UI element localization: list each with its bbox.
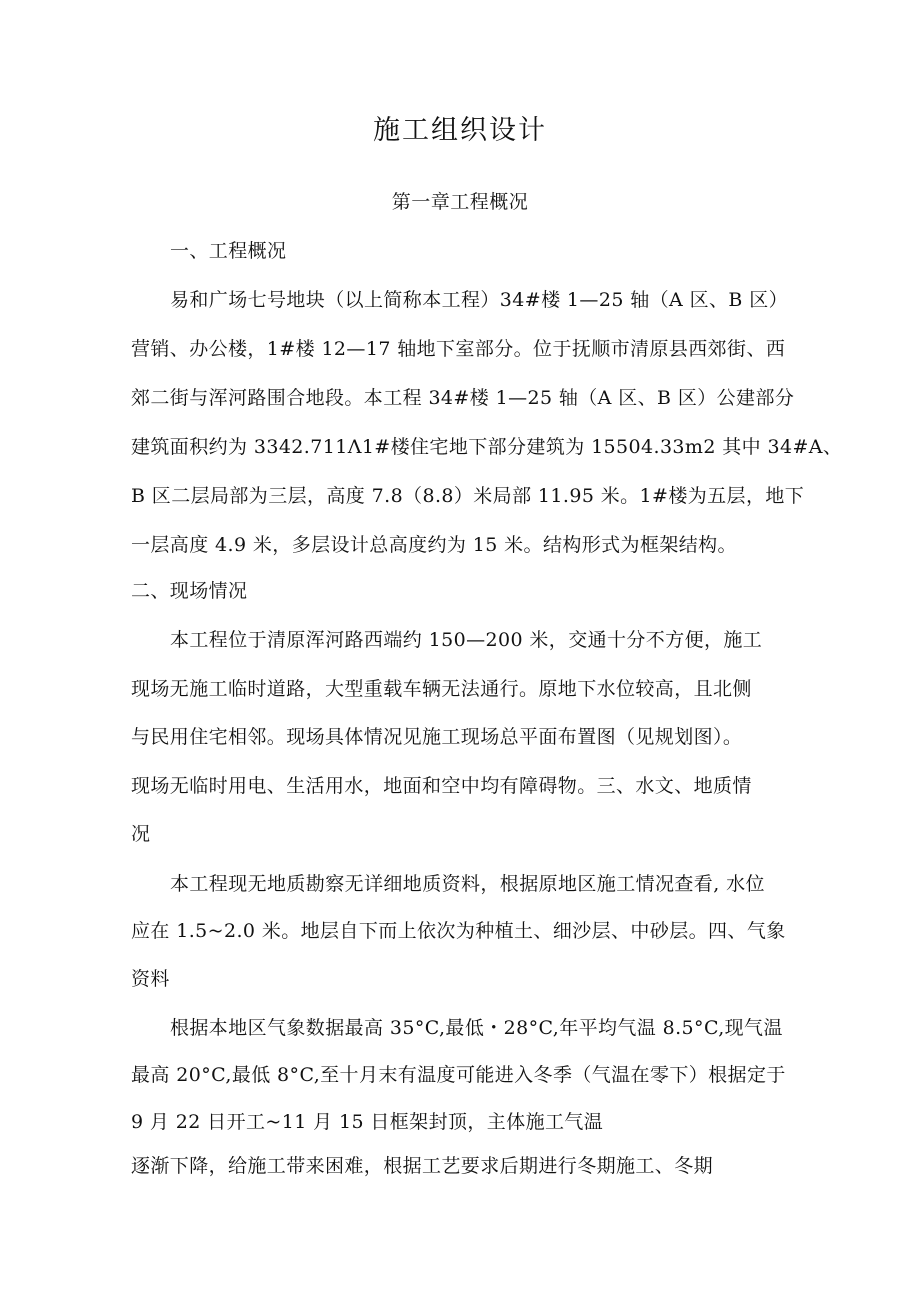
paragraph-line: 现场无施工临时道路，大型重载车辆无法通行。原地下水位较高，且北侧 <box>131 678 752 700</box>
paragraph-line: 最高 20°C,最低 8°C,至十月末有温度可能进入冬季（气温在零下）根据定于 <box>131 1064 786 1086</box>
paragraph-line: 应在 1.5~2.0 米。地层自下而上依次为种植土、细沙层、中砂层。四、气象 <box>131 920 786 942</box>
paragraph-line: 郊二街与浑河路围合地段。本工程 34#楼 1—25 轴（A 区、B 区）公建部分 <box>131 387 795 409</box>
paragraph-line: 况 <box>131 823 151 845</box>
paragraph-line: 根据本地区气象数据最高 35°C,最低・28°C,年平均气温 8.5°C,现气温 <box>170 1017 783 1039</box>
paragraph-line: 易和广场七号地块（以上简称本工程）34#楼 1—25 轴（A 区、B 区） <box>170 289 789 311</box>
document-title: 施工组织设计 <box>373 115 547 146</box>
paragraph-line: 现场无临时用电、生活用水，地面和空中均有障碍物。三、水文、地质情 <box>131 775 752 797</box>
paragraph-line: 与民用住宅相邻。现场具体情况见施工现场总平面布置图（见规划图）。 <box>131 726 743 748</box>
paragraph-line: 资料 <box>131 968 170 990</box>
paragraph-line: 一层高度 4.9 米，多层设计总高度约为 15 米。结构形式为框架结构。 <box>131 534 737 556</box>
paragraph-line: 逐渐下降，给施工带来困难，根据工艺要求后期进行冬期施工、冬期 <box>131 1155 714 1177</box>
paragraph-line: 营销、办公楼，1#楼 12—17 轴地下室部分。位于抚顺市清原县西郊街、西 <box>131 338 786 360</box>
paragraph-line: B 区二层局部为三层，高度 7.8（8.8）米局部 11.95 米。1#楼为五层，地下 <box>131 485 805 507</box>
paragraph-line: 本工程位于清原浑河路西端约 150—200 米，交通十分不方便，施工 <box>170 629 763 651</box>
paragraph-line: 本工程现无地质勘察无详细地质资料，根据原地区施工情况查看, 水位 <box>170 873 765 895</box>
section-heading-site: 二、现场情况 <box>131 580 248 602</box>
section-heading-overview: 一、工程概况 <box>170 240 287 262</box>
paragraph-line: 9 月 22 日开工~11 月 15 日框架封顶，主体施工气温 <box>131 1111 604 1133</box>
chapter-heading: 第一章工程概况 <box>391 191 529 213</box>
paragraph-line: 建筑面积约为 3342.711Λ1#楼住宅地下部分建筑为 15504.33m2 其中 34#A、 <box>131 436 843 458</box>
